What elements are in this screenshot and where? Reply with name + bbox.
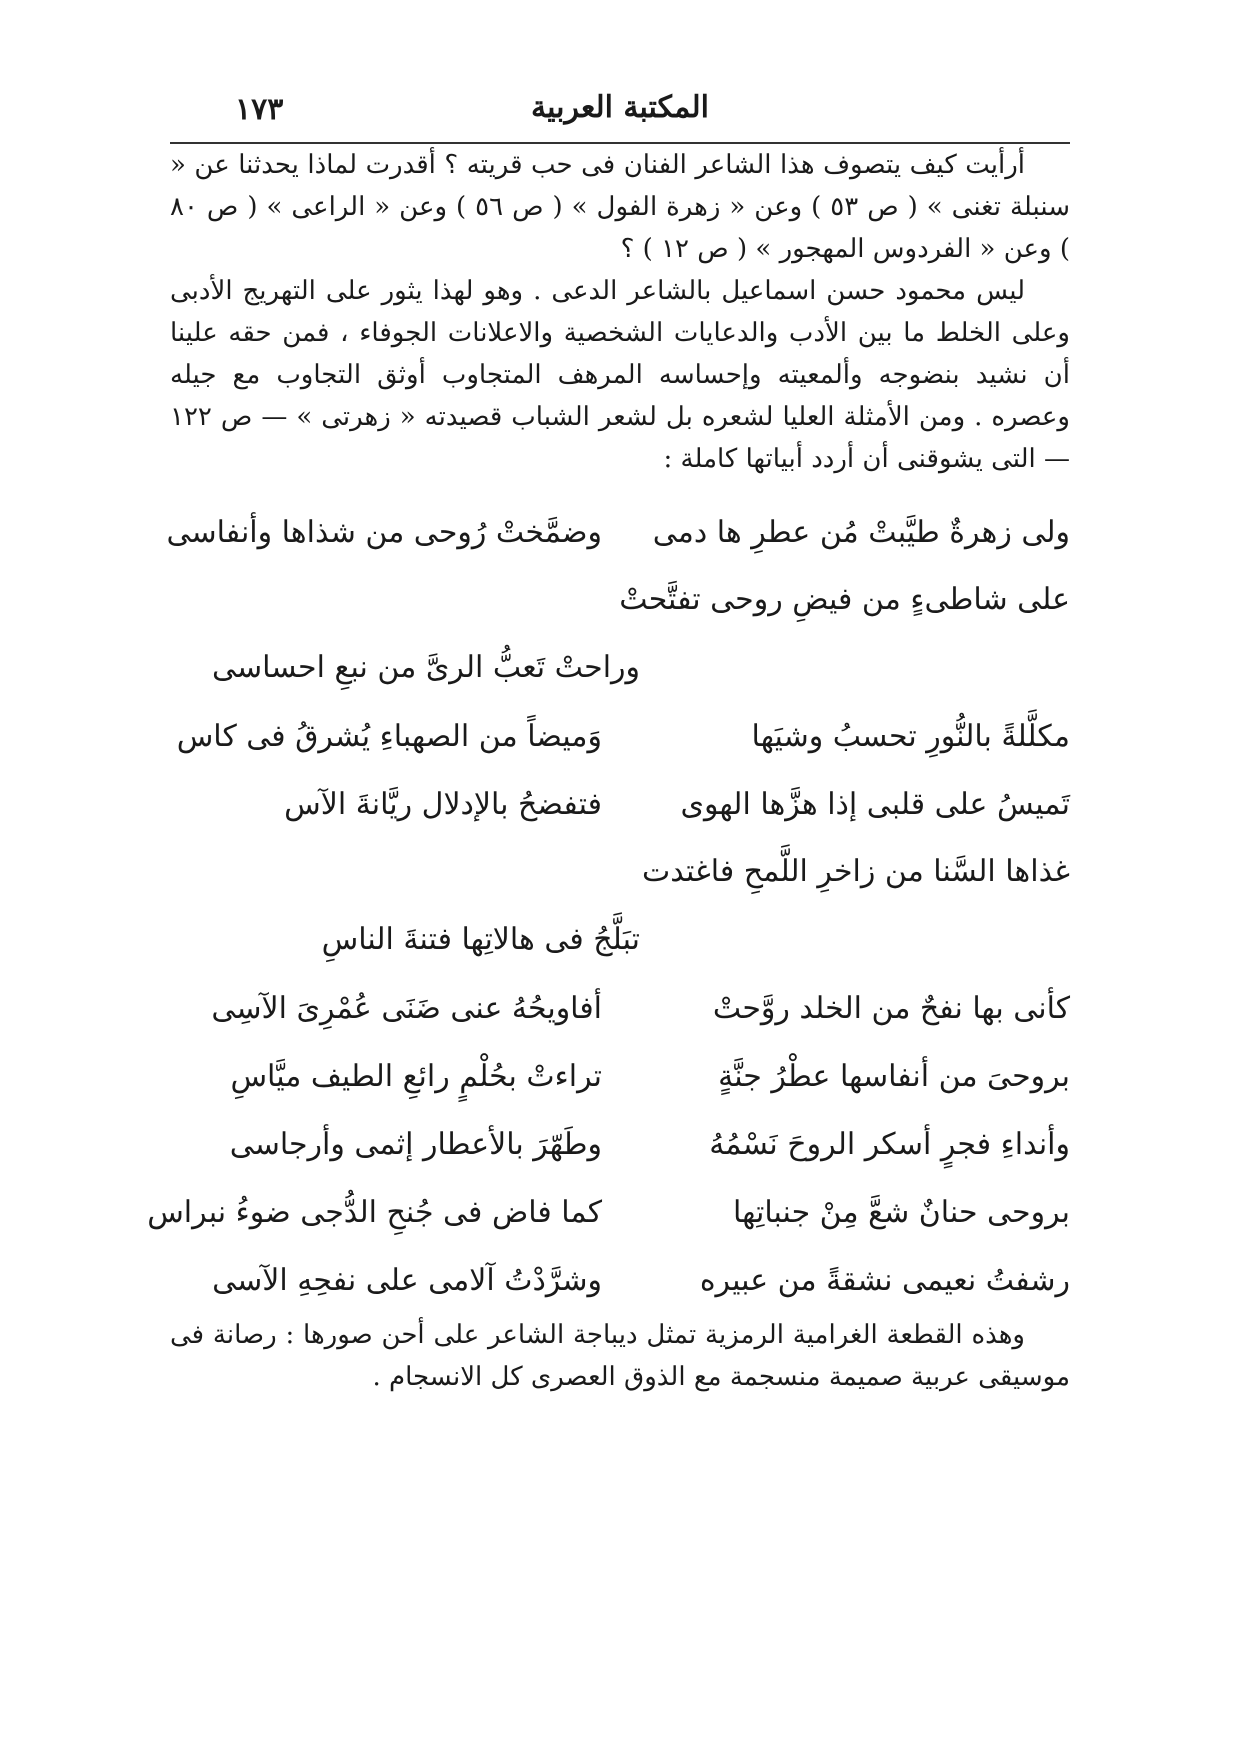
paragraph: وهذه القطعة الغرامية الرمزية تمثل ديباجة الشاعر على أحن صورها : رصانة فى موسيقى عربية صميمة منسجمة مع الذوق العصرى كل الانسجام .: [170, 1320, 1070, 1392]
poem-verse: [170, 974, 1070, 1042]
hemistich: كأنى بها نفحٌ من الخلد روَّحتْ: [712, 990, 1070, 1026]
paragraph: أرأيت كيف يتصوف هذا الشاعر الفنان فى حب قريته ؟ أقدرت لماذا يحدثنا عن « سنبلة تغنى » ( ص ٥٣ ) وعن « زهرة الفول » ( ص ٥٦ ) وعن « الراعى » ( ص ٨٠ ) وعن « الفردوس المهجور » ( ص ١٢ ) ؟: [170, 150, 1070, 264]
hemistich: مكلَّلةً بالنُّورِ تحسبُ وشيَها: [751, 718, 1070, 754]
hemistich: غذاها السَّنا من زاخرِ اللَّمحِ فاغتدت: [642, 854, 1070, 889]
hemistich: كما فاض فى جُنحِ الدُّجى ضوءُ نبراس: [147, 1194, 602, 1230]
body-text: [170, 144, 1070, 480]
poem-verse: [170, 702, 1070, 770]
poem: [147, 498, 1070, 1314]
body-text: [170, 1314, 1070, 1398]
poem-verse: [166, 498, 1070, 566]
page-number: ١٧٣: [235, 92, 284, 127]
hemistich: فتفضحُ بالإدلال ريَّانةَ الآس: [284, 786, 602, 822]
running-title: المكتبة العربية: [530, 90, 709, 125]
hemistich: بروحى حنانٌ شعَّ مِنْ جنباتِها: [733, 1194, 1070, 1230]
paragraph: ليس محمود حسن اسماعيل بالشاعر الدعى . وهو لهذا يثور على التهريج الأدبى وعلى الخلط ما بين الأدب والدعايات الشخصية والاعلانات الجوفاء ، فمن حقه علينا أن نشيد بنضوجه وألمعيته وإحساسه المرهف المتجاوب أوثق التجاوب مع جيله وعصره . ومن الأمثلة العليا لشعره بل لشعر الشباب قصيدته « زهرتى » — ص ١٢٢ — التى يشوقنى أن أردد أبياتها كاملة :: [170, 276, 1070, 474]
hemistich: ولى زهرةٌ طيَّبتْ مُن عطرِ ها دمى: [652, 514, 1070, 550]
book-page: [147, 80, 1070, 1690]
hemistich: بروحىَ من أنفاسها عطْرُ جنَّةٍ: [718, 1058, 1070, 1094]
hemistich: وطَهّرَ بالأعطار إثمى وأرجاسى: [229, 1126, 602, 1162]
hemistich: أفاويحُهُ عنى ضَنَى عُمْرِىَ الآسِى: [211, 990, 602, 1026]
hemistich: وراحتْ تَعبُّ الرىَّ من نبعِ احساسى: [212, 650, 640, 685]
poem-verse: [170, 770, 1070, 838]
hemistich: تراءتْ بحُلْمٍ رائعِ الطيف ميَّاسِ: [230, 1058, 602, 1094]
poem-verse: [170, 1246, 1070, 1314]
hemistich: وشرَّدْتُ آلامى على نفحِهِ الآسى: [212, 1262, 602, 1298]
poem-verse: [170, 1042, 1070, 1110]
hemistich: وَميضاً من الصهباءِ يُشرقُ فى كاس: [176, 718, 602, 754]
hemistich: وضمَّختْ رُوحى من شذاها وأنفاسى: [166, 514, 602, 550]
poem-verse: [170, 1110, 1070, 1178]
hemistich: تبَلَّجُ فى هالاتِها فتنةَ الناسِ: [321, 922, 640, 957]
hemistich: تَميسُ على قلبى إذا هزَّها الهوى: [680, 786, 1070, 822]
poem-verse: [147, 1178, 1070, 1246]
hemistich: وأنداءِ فجرٍ أسكر الروحَ نَسْمُهُ: [709, 1126, 1070, 1162]
hemistich: على شاطىءٍ من فيضِ روحى تفتَّحتْ: [619, 582, 1070, 617]
hemistich: رشفتُ نعيمى نشقةً من عبيره: [699, 1262, 1070, 1298]
page-header: [170, 80, 1070, 144]
